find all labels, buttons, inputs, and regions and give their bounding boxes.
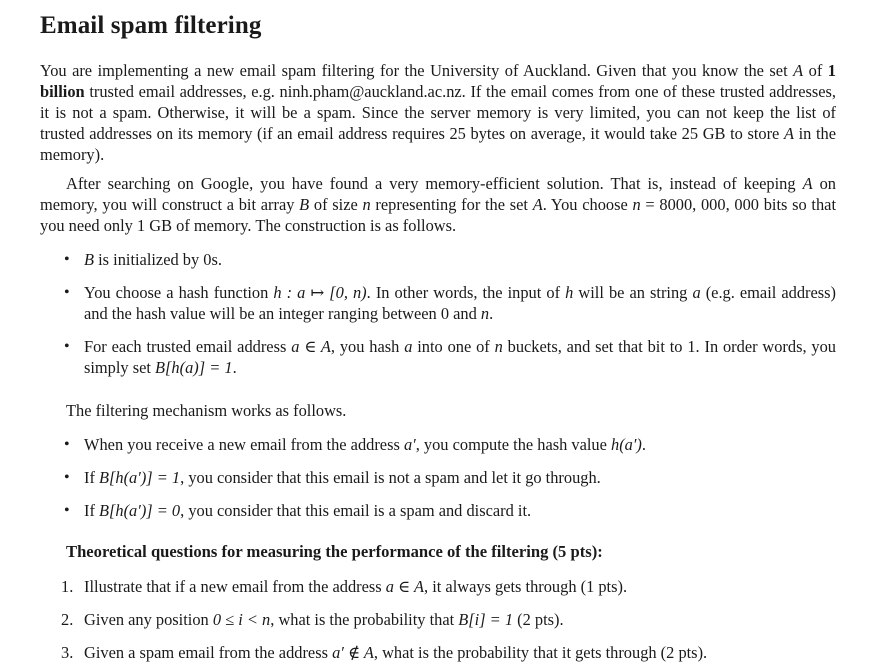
text-span: into one of	[412, 337, 495, 356]
math-span: a′	[403, 435, 416, 454]
math-span: B	[84, 250, 95, 269]
list-item	[40, 336, 836, 378]
math-span: A	[783, 124, 794, 143]
math-span: A	[793, 61, 804, 80]
text-span: is initialized by 0s.	[94, 250, 222, 269]
filtering-list	[40, 434, 836, 521]
text-span: .	[489, 304, 494, 323]
question-item	[40, 609, 836, 630]
math-span: h	[565, 283, 574, 302]
text-span: , you consider that this email is a spam and discard it.	[180, 501, 532, 520]
math-span: B[i] = 1	[458, 610, 514, 629]
text-span: in the memory).	[40, 124, 837, 164]
text-span: representing for the set	[370, 195, 533, 214]
text-span: of size	[309, 195, 363, 214]
solution-paragraph	[40, 173, 836, 236]
math-span: a′ ∉ A	[332, 643, 374, 662]
question-number: 2.	[61, 610, 74, 629]
text-span: = 8000, 000, 000 bits so that you need only 1 GB of memory. The construction is as follows.	[40, 195, 836, 235]
math-span: a ∈ A	[385, 577, 425, 596]
construction-list	[40, 249, 836, 378]
text-span: of	[803, 61, 828, 80]
question-number: 3.	[61, 643, 74, 662]
filter-intro: The filtering mechanism works as follows.	[66, 401, 347, 420]
text-span: , you consider that this email is not a spam and let it go through.	[180, 468, 601, 487]
list-item	[40, 467, 836, 488]
page-title: Email spam filtering	[40, 12, 262, 39]
text-span: (2 pts).	[513, 610, 564, 629]
question-item	[40, 576, 836, 597]
text-span: If	[84, 501, 100, 520]
text-span: , you compute the hash value	[415, 435, 611, 454]
text-span: . In other words, the input of	[366, 283, 566, 302]
math-span: h : a ↦ [0, n)	[273, 283, 367, 302]
math-span: A	[802, 174, 813, 193]
text-span: on memory, you will construct a bit array	[40, 174, 836, 214]
intro-paragraph	[40, 60, 836, 165]
list-item	[40, 434, 836, 455]
list-item	[40, 500, 836, 521]
text-span: , it always gets through (1 pts).	[424, 577, 628, 596]
math-span: n	[362, 195, 371, 214]
text-span: Illustrate that if a new email from the address	[84, 577, 386, 596]
text-span: trusted email addresses, e.g. ninh.pham@auckland.ac.nz. If the email comes from one of these trusted addresses, it is not a spam. Otherwise, it will be a spam. Since the server memory is very limited, you can not keep the list of trusted addresses on its memory (if an email address requires 25 bytes on average, it would take 25 GB to store	[40, 82, 836, 143]
text-span: When you receive a new email from the address	[84, 435, 404, 454]
text-span: If	[84, 468, 100, 487]
text-span: (e.g. email address) and the hash value will be an integer ranging between 0 and	[84, 283, 836, 323]
math-span: n	[632, 195, 641, 214]
text-span: After searching on Google, you have found a very memory-efficient solution. That is, instead of keeping	[66, 174, 803, 193]
math-span: h(a′)	[611, 435, 642, 454]
text-span: For each trusted email address	[84, 337, 292, 356]
text-span: You choose a hash function	[84, 283, 274, 302]
text-span: Given any position	[84, 610, 213, 629]
questions-list	[40, 576, 836, 663]
list-item	[40, 282, 836, 324]
text-span: .	[232, 358, 237, 377]
math-span: B	[299, 195, 310, 214]
question-number: 1.	[61, 577, 74, 596]
text-span: will be an string	[573, 283, 693, 302]
text-span: Given a spam email from the address	[84, 643, 333, 662]
math-span: A	[532, 195, 543, 214]
text-span: You are implementing a new email spam filtering for the University of Auckland. Given that you know the set	[40, 61, 794, 80]
math-span: a	[404, 337, 413, 356]
text-span: .	[641, 435, 647, 454]
math-span: 0 ≤ i < n	[212, 610, 271, 629]
text-span: . You choose	[542, 195, 633, 214]
questions-heading: Theoretical questions for measuring the performance of the filtering (5 pts):	[66, 542, 603, 561]
math-span: B[h(a′)] = 1	[99, 468, 181, 487]
math-span: B[h(a′)] = 0	[99, 501, 181, 520]
text-span: buckets, and set that bit to 1. In order words, you simply set	[84, 337, 836, 377]
bold-span: 1 billion	[40, 61, 836, 101]
math-span: n	[480, 304, 490, 323]
math-span: B[h(a)] = 1	[155, 358, 233, 377]
math-span: a	[692, 283, 701, 302]
text-span: , you hash	[330, 337, 405, 356]
question-item	[40, 642, 836, 663]
list-item	[40, 249, 836, 270]
text-span: , what is the probability that it gets through (2 pts).	[373, 643, 708, 662]
text-span: , what is the probability that	[270, 610, 459, 629]
math-span: a ∈ A	[291, 337, 331, 356]
math-span: n	[494, 337, 503, 356]
